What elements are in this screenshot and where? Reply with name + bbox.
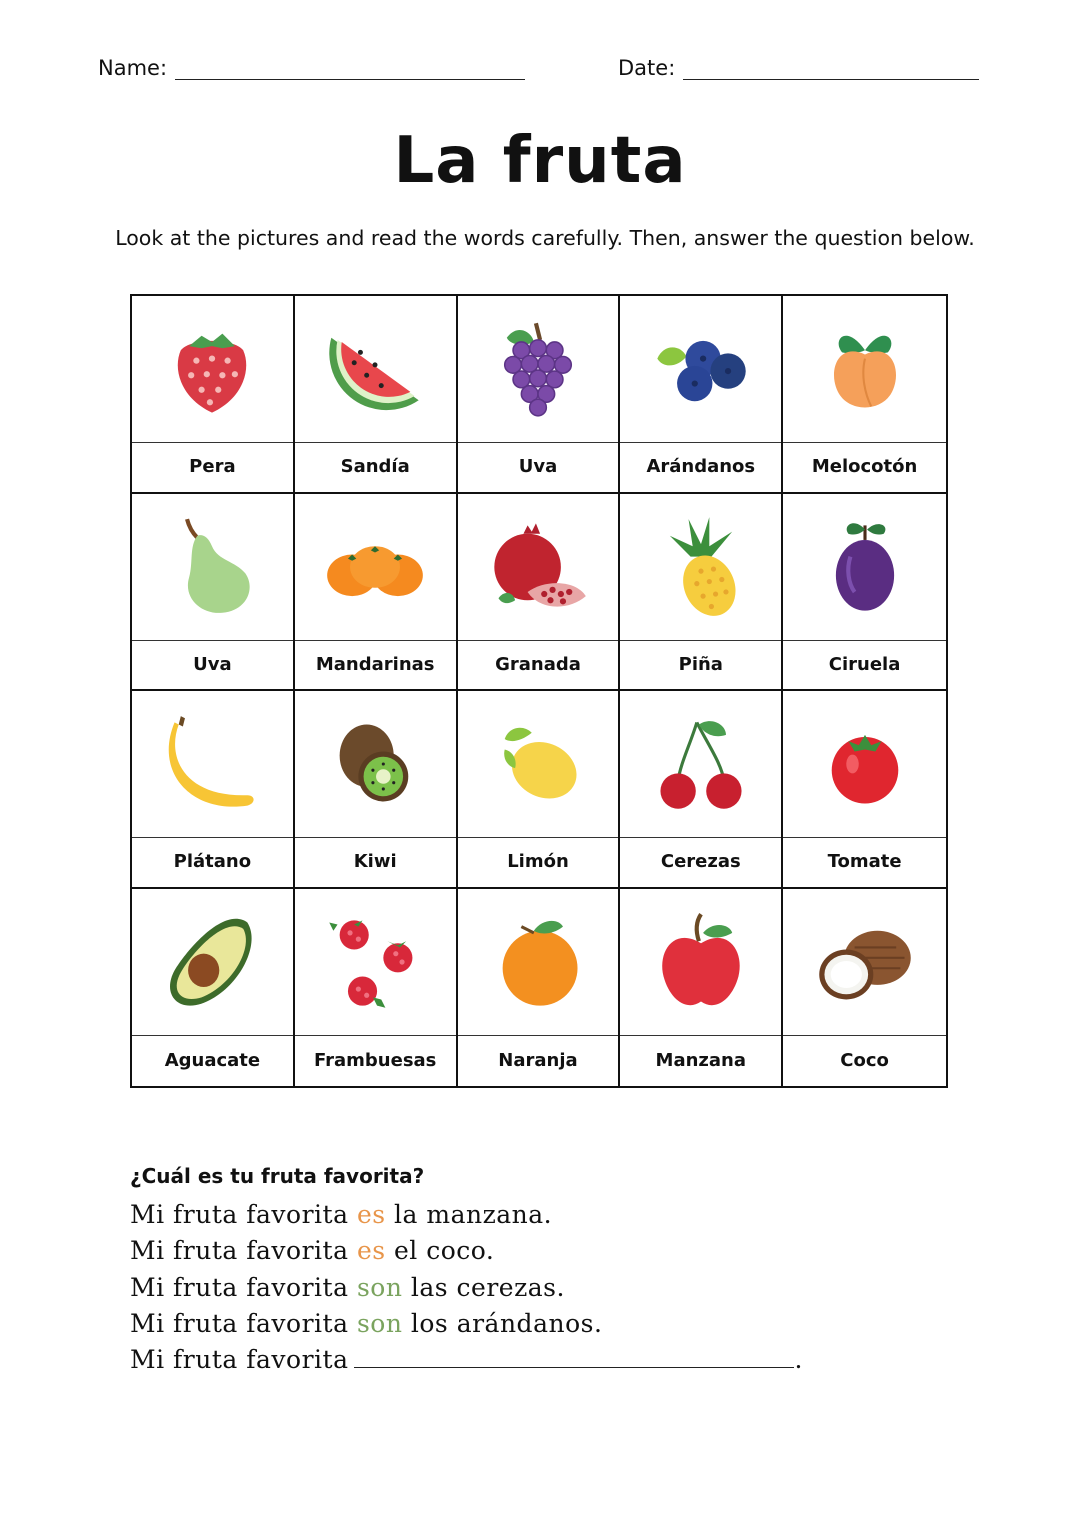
fruit-label: Limón <box>507 851 569 873</box>
fruit-card <box>458 494 621 692</box>
date-label: Date: <box>618 56 676 80</box>
fruit-card <box>458 296 621 494</box>
pomegranate-icon <box>486 515 590 619</box>
fruit-label: Kiwi <box>353 851 397 873</box>
fruit-label: Naranja <box>498 1049 578 1071</box>
tomato-icon <box>813 712 917 816</box>
fruit-label: Uva <box>518 456 558 478</box>
fruit-grid <box>130 294 948 1088</box>
fruit-card <box>783 494 946 692</box>
lemon-icon <box>486 712 590 816</box>
coconut-icon <box>813 910 917 1014</box>
fruit-card <box>783 889 946 1087</box>
apple-icon <box>649 910 753 1014</box>
verb: es <box>356 1236 386 1265</box>
fruit-card <box>132 691 295 889</box>
watermelon-icon <box>323 317 427 421</box>
pear-icon <box>160 515 264 619</box>
fruit-card <box>783 296 946 494</box>
verb: son <box>356 1273 403 1302</box>
fruit-label: Mandarinas <box>315 653 435 675</box>
fruit-label: Aguacate <box>164 1049 261 1071</box>
answer-blank-line[interactable] <box>354 1347 794 1368</box>
peach-icon <box>813 317 917 421</box>
blueberries-icon <box>649 317 753 421</box>
fruit-card <box>620 494 783 692</box>
fruit-card <box>132 494 295 692</box>
date-field <box>618 56 979 80</box>
fruit-label: Arándanos <box>646 456 756 478</box>
fruit-card <box>295 691 458 889</box>
banana-icon <box>160 712 264 816</box>
fruit-label: Melocotón <box>811 456 918 478</box>
answer-sentence: Mi fruta favorita es el coco. <box>130 1236 495 1265</box>
fruit-card <box>620 296 783 494</box>
pineapple-icon <box>649 515 753 619</box>
fruit-card <box>295 296 458 494</box>
fruit-label: Granada <box>495 653 581 675</box>
date-blank-line[interactable] <box>683 59 979 80</box>
answer-sentence: Mi fruta favorita son los arándanos. <box>130 1309 603 1338</box>
page-title: La fruta <box>393 124 687 198</box>
fruit-label: Frambuesas <box>313 1049 437 1071</box>
fruit-card <box>620 691 783 889</box>
name-label: Name: <box>98 56 168 80</box>
fruit-card <box>132 889 295 1087</box>
fruit-label: Cerezas <box>660 851 741 873</box>
cherries-icon <box>649 712 753 816</box>
fruit-label: Uva <box>193 653 232 675</box>
verb: son <box>356 1309 403 1338</box>
fruit-label: Tomate <box>827 851 902 873</box>
fruit-card <box>458 889 621 1087</box>
orange-icon <box>486 910 590 1014</box>
kiwi-icon <box>323 712 427 816</box>
fruit-label: Manzana <box>655 1049 747 1071</box>
plum-icon <box>813 515 917 619</box>
tangerines-icon <box>323 515 427 619</box>
question-title: ¿Cuál es tu fruta favorita? <box>130 1164 425 1188</box>
fruit-card <box>783 691 946 889</box>
avocado-icon <box>160 910 264 1014</box>
answer-sentence: Mi fruta favorita es la manzana. <box>130 1200 553 1229</box>
fruit-card <box>295 494 458 692</box>
fruit-label: Coco <box>840 1049 889 1071</box>
fruit-label: Pera <box>189 456 236 478</box>
fruit-card <box>458 691 621 889</box>
fruit-label: Piña <box>678 653 723 675</box>
name-blank-line[interactable] <box>175 59 525 80</box>
name-field <box>98 56 525 80</box>
answer-prompt: Mi fruta favorita . <box>130 1345 803 1374</box>
raspberries-icon <box>323 910 427 1014</box>
fruit-label: Ciruela <box>828 653 901 675</box>
strawberry-icon <box>160 317 264 421</box>
instructions: Look at the pictures and read the words carefully. Then, answer the question below. <box>115 226 975 250</box>
verb: es <box>356 1200 386 1229</box>
fruit-label: Sandía <box>340 456 410 478</box>
grapes-icon <box>486 317 590 421</box>
answer-sentence: Mi fruta favorita son las cerezas. <box>130 1273 565 1302</box>
fruit-card <box>295 889 458 1087</box>
fruit-label: Plátano <box>173 851 252 873</box>
fruit-card <box>132 296 295 494</box>
fruit-card <box>620 889 783 1087</box>
